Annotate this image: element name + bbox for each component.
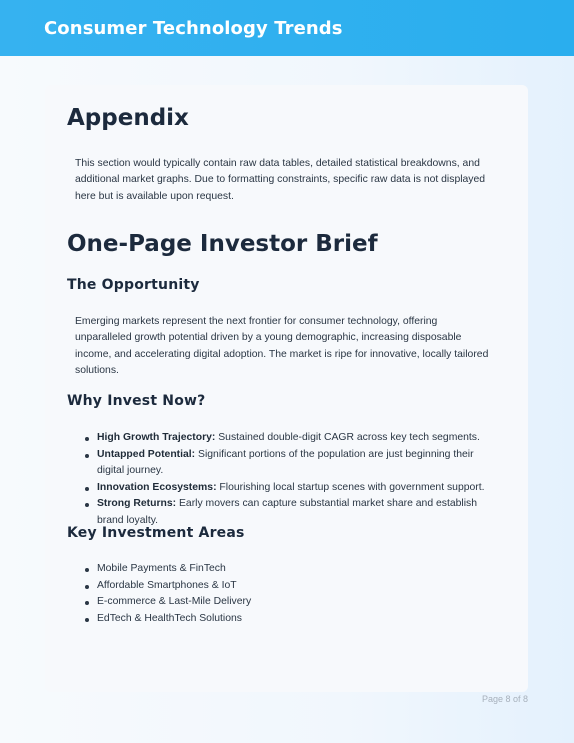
investment-areas-heading: Key Investment Areas — [67, 525, 245, 541]
header-bar — [0, 0, 574, 56]
list-item-text: Flourishing local startup scenes with government support. — [216, 481, 485, 493]
list-item: E-commerce & Last-Mile Delivery — [75, 594, 487, 610]
list-item-text: Sustained double-digit CAGR across key tech segments. — [215, 432, 480, 443]
list-item-label: Strong Returns: — [97, 498, 177, 510]
opportunity-heading: The Opportunity — [67, 277, 200, 293]
opportunity-paragraph: Emerging markets represent the next frontier for consumer technology, offering unparalleled growth potential driven by a young demographic, increasing disposable income, and accelerating digital adoption. The market is ripe for innovative, locally tailored solutions. — [75, 316, 489, 376]
list-item — [75, 480, 487, 496]
list-item-label: Untapped Potential: — [97, 448, 196, 460]
appendix-heading: Appendix — [67, 105, 189, 131]
page-number: Page 8 of 8 — [481, 694, 528, 704]
why-invest-list — [75, 430, 487, 526]
list-item-text: Significant portions of the population are just beginning their digital journey. — [97, 448, 474, 476]
list-item — [75, 447, 487, 480]
list-item-label: Innovation Ecosystems: — [97, 481, 217, 493]
content-card — [45, 85, 528, 692]
list-item-label: High Growth Trajectory: — [97, 432, 216, 443]
investor-brief-heading: One-Page Investor Brief — [67, 231, 378, 257]
list-item: EdTech & HealthTech Solutions — [75, 611, 487, 627]
list-item — [75, 430, 487, 446]
appendix-paragraph: This section would typically contain raw data tables, detailed statistical breakdowns, and additional market graphs. Due to formatting constraints, specific raw data is not displayed here but is available upon request. — [75, 158, 486, 202]
investment-areas-list — [75, 561, 487, 627]
list-item: Affordable Smartphones & IoT — [75, 578, 487, 594]
why-invest-heading: Why Invest Now? — [67, 393, 206, 409]
list-item-text: Early movers can capture substantial market share and establish brand loyalty. — [97, 498, 477, 526]
list-item: Mobile Payments & FinTech — [75, 561, 487, 577]
document-title: Consumer Technology Trends — [44, 18, 343, 39]
